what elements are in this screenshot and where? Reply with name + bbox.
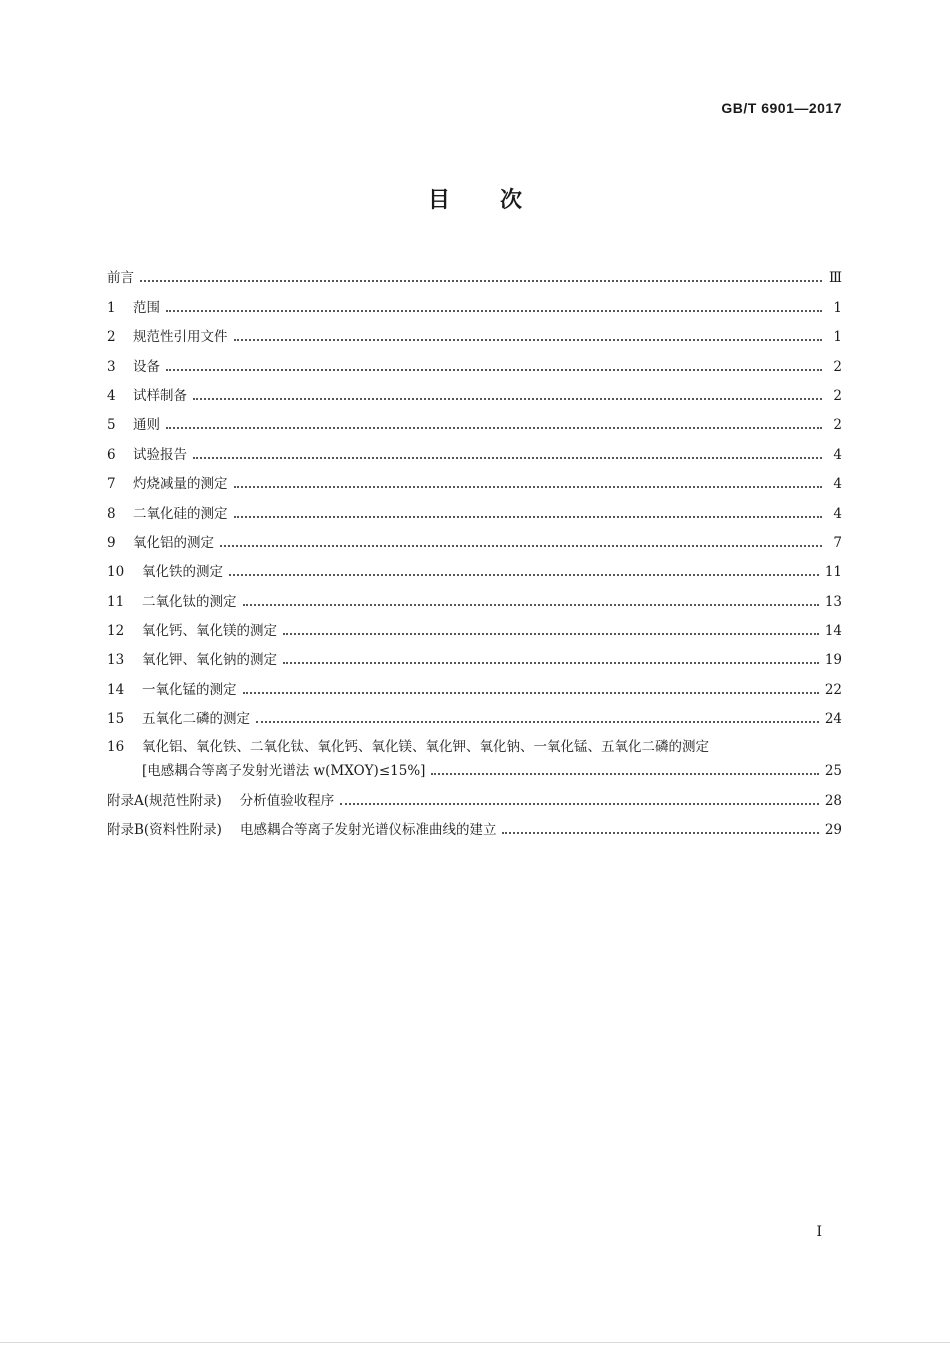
dot-leader [166,310,822,312]
dot-leader [193,457,822,459]
toc-entry-number: 13 [107,652,125,669]
toc-entry-label: 前言 [107,270,134,287]
toc-entry-4[interactable] [107,376,842,405]
dot-leader [234,339,823,341]
toc-entry-number: 2 [107,329,116,346]
toc-entry-page: 7 [833,534,842,551]
toc-entry-preface[interactable] [107,258,842,287]
toc-entry-label: 氧化铝、氧化铁、二氧化钛、氧化钙、氧化镁、氧化钾、氧化钠、一氧化锰、五氧化二磷的测定 [142,739,709,756]
appendix-label: 附录B(资料性附录) [107,822,222,839]
toc-entry-label: 氧化钙、氧化镁的测定 [142,623,277,640]
toc-entry-11[interactable] [107,581,842,610]
toc-entry-label: 氧化铝的测定 [133,534,214,551]
toc-entry-12[interactable] [107,611,842,640]
toc-entry-label: 五氧化二磷的测定 [142,711,250,728]
toc-entry-page: 1 [833,299,842,316]
toc-entry-number: 3 [107,358,116,375]
dot-leader [220,545,822,547]
dot-leader [502,832,818,834]
toc-entry-3[interactable] [107,346,842,375]
toc-entry-number: 10 [107,564,125,581]
toc-entry-page: 4 [833,446,842,463]
toc-entry-label: 二氧化钛的测定 [142,593,237,610]
toc-entry-page: 4 [833,476,842,493]
toc-entry-label: 试验报告 [133,446,187,463]
toc-entry-number: 11 [107,593,125,610]
toc-entry-number: 5 [107,417,116,434]
dot-leader [140,280,822,282]
toc-entry-page: 14 [824,623,842,640]
toc-entry-13[interactable] [107,640,842,669]
toc-entry-6[interactable] [107,434,842,463]
toc-entry-10[interactable] [107,552,842,581]
dot-leader [283,662,819,664]
toc-entry-label: 试样制备 [133,387,187,404]
toc-entry-appendix-b[interactable] [107,810,842,839]
toc-entry-page: 28 [824,792,842,809]
toc-entry-page: 2 [833,417,842,434]
dot-leader [340,803,819,805]
toc-entry-number: 4 [107,387,116,404]
toc-entry-1[interactable] [107,287,842,316]
appendix-title: 分析值验收程序 [239,792,335,809]
toc-entry-number: 7 [107,476,116,493]
toc-entry-page: 24 [824,711,842,728]
toc-entry-label: 氧化钾、氧化钠的测定 [142,652,277,669]
dot-leader [243,692,819,694]
dot-leader [166,427,822,429]
toc-entry-page: 13 [824,593,842,610]
toc-entry-number: 16 [107,739,125,756]
dot-leader [234,516,823,518]
appendix-label: 附录A(规范性附录) [107,792,222,809]
toc-entry-number: 6 [107,446,116,463]
toc-entry-label: 灼烧减量的测定 [133,476,228,493]
dot-leader [193,398,822,400]
appendix-title: 电感耦合等离子发射光谱仪标准曲线的建立 [239,822,497,839]
bottom-divider [0,1342,950,1343]
toc-entry-label-continued: [电感耦合等离子发射光谱法 w(MXOY)≤15%] [142,763,426,780]
toc-entry-label: 一氧化锰的测定 [142,681,237,698]
toc-entry-appendix-a[interactable] [107,780,842,809]
toc-entry-label: 规范性引用文件 [133,329,228,346]
page-number: I [816,1224,822,1240]
dot-leader [283,633,819,635]
toc-entry-number: 8 [107,505,116,522]
dot-leader [256,721,819,723]
toc-entry-14[interactable] [107,669,842,698]
toc-entry-5[interactable] [107,405,842,434]
toc-entry-page: 29 [824,822,842,839]
toc-entry-9[interactable] [107,523,842,552]
toc-entry-label: 通则 [133,417,160,434]
toc-entry-2[interactable] [107,317,842,346]
toc-entry-15[interactable] [107,699,842,728]
toc-entry-page: 2 [833,387,842,404]
toc-entry-label: 范围 [133,299,160,316]
toc-entry-number: 1 [107,299,116,316]
dot-leader [431,773,818,775]
toc-entry-page: 4 [833,505,842,522]
toc-entry-label: 设备 [133,358,160,375]
dot-leader [234,486,823,488]
toc-entry-page: Ⅲ [828,270,842,287]
toc-entry-page: 2 [833,358,842,375]
toc-entry-page: 19 [824,652,842,669]
toc-entry-label: 氧化铁的测定 [142,564,223,581]
page-title: 目次 [427,188,572,213]
dot-leader [166,369,822,371]
dot-leader [229,574,819,576]
toc-entry-number: 9 [107,534,116,551]
dot-leader [243,604,819,606]
toc-entry-number: 12 [107,623,125,640]
table-of-contents [107,258,842,839]
toc-entry-label: 二氧化硅的测定 [133,505,228,522]
toc-entry-number: 14 [107,681,125,698]
toc-entry-page: 25 [824,763,842,780]
toc-entry-page: 1 [833,329,842,346]
toc-entry-page: 22 [824,681,842,698]
toc-entry-number: 15 [107,711,125,728]
toc-entry-16[interactable] [107,738,842,780]
toc-entry-7[interactable] [107,464,842,493]
toc-entry-page: 11 [824,564,842,581]
toc-entry-8[interactable] [107,493,842,522]
standard-code: GB/T 6901—2017 [721,100,842,116]
